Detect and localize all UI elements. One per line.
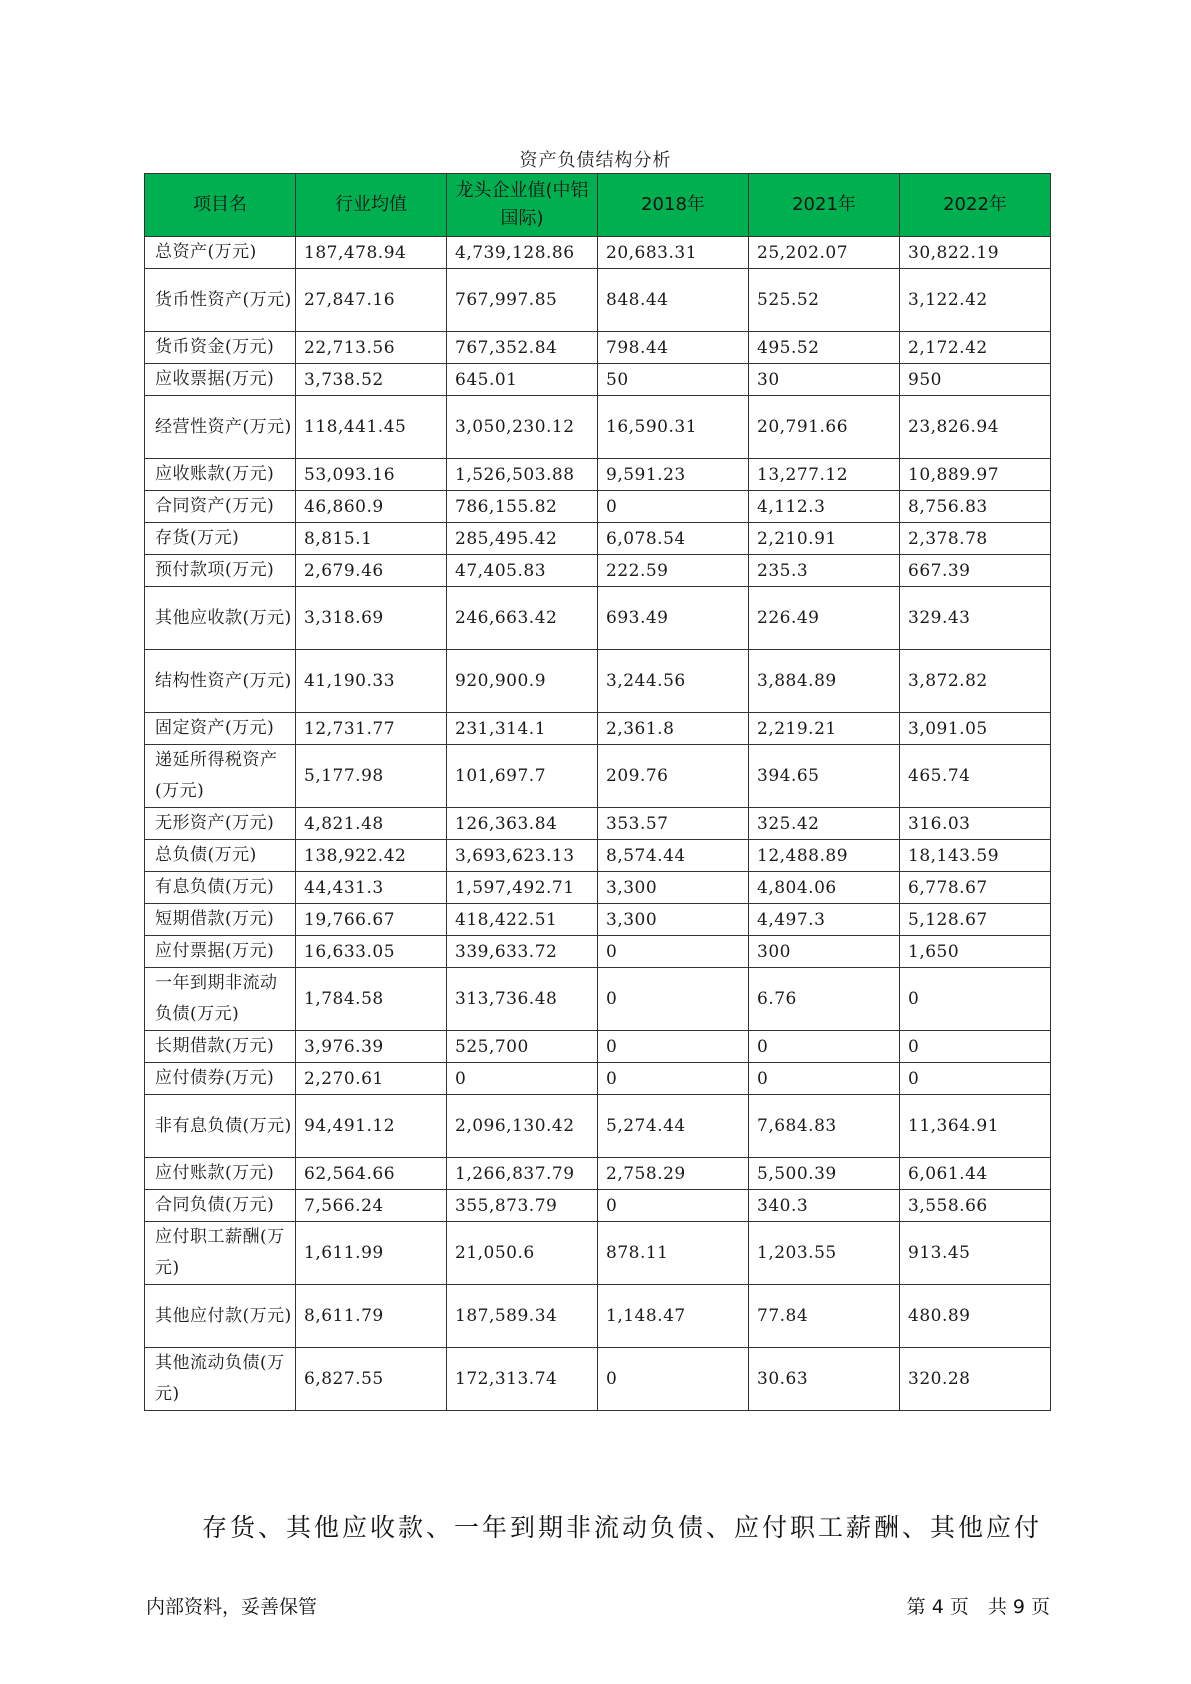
table-row: [145, 1158, 1051, 1190]
table-row: [145, 332, 1051, 364]
cell-2022: 0: [900, 968, 1051, 1031]
cell-2018: 1,148.47: [598, 1285, 749, 1348]
cell-industry-average: 3,318.69: [296, 587, 447, 650]
cell-industry-average: 138,922.42: [296, 840, 447, 872]
table-row: [145, 555, 1051, 587]
cell-2022: 316.03: [900, 808, 1051, 840]
cell-2018: 16,590.31: [598, 396, 749, 459]
cell-2021: 5,500.39: [749, 1158, 900, 1190]
cell-leader-value: 231,314.1: [447, 713, 598, 745]
cell-2021: 1,203.55: [749, 1222, 900, 1285]
cell-2018: 0: [598, 1190, 749, 1222]
cell-industry-average: 1,784.58: [296, 968, 447, 1031]
cell-2021: 0: [749, 1063, 900, 1095]
cell-industry-average: 118,441.45: [296, 396, 447, 459]
table-row: [145, 808, 1051, 840]
balance-sheet-table: [144, 173, 1051, 1411]
cell-2022: 23,826.94: [900, 396, 1051, 459]
cell-2018: 9,591.23: [598, 459, 749, 491]
cell-leader-value: 3,050,230.12: [447, 396, 598, 459]
cell-leader-value: 1,266,837.79: [447, 1158, 598, 1190]
cell-2022: 0: [900, 1031, 1051, 1063]
table-body: [145, 237, 1051, 1411]
column-header-2021: 2021年: [749, 174, 900, 237]
column-header-2018: 2018年: [598, 174, 749, 237]
row-label: 存货(万元): [145, 523, 296, 555]
cell-industry-average: 19,766.67: [296, 904, 447, 936]
cell-2018: 848.44: [598, 269, 749, 332]
row-label: 应收账款(万元): [145, 459, 296, 491]
cell-2021: 495.52: [749, 332, 900, 364]
cell-2022: 480.89: [900, 1285, 1051, 1348]
row-label: 非有息负债(万元): [145, 1095, 296, 1158]
row-label: 长期借款(万元): [145, 1031, 296, 1063]
cell-industry-average: 3,976.39: [296, 1031, 447, 1063]
cell-industry-average: 2,270.61: [296, 1063, 447, 1095]
cell-2018: 3,244.56: [598, 650, 749, 713]
cell-leader-value: 645.01: [447, 364, 598, 396]
cell-2021: 30.63: [749, 1348, 900, 1411]
cell-industry-average: 94,491.12: [296, 1095, 447, 1158]
cell-industry-average: 6,827.55: [296, 1348, 447, 1411]
table-row: [145, 1222, 1051, 1285]
row-label: 预付款项(万元): [145, 555, 296, 587]
cell-2021: 2,219.21: [749, 713, 900, 745]
table-row: [145, 713, 1051, 745]
column-header-leader-value: 龙头企业值(中铝国际): [447, 174, 598, 237]
cell-industry-average: 44,431.3: [296, 872, 447, 904]
cell-2021: 340.3: [749, 1190, 900, 1222]
cell-2018: 3,300: [598, 904, 749, 936]
cell-2022: 320.28: [900, 1348, 1051, 1411]
row-label: 合同负债(万元): [145, 1190, 296, 1222]
table-row: [145, 1348, 1051, 1411]
row-label: 其他流动负债(万元): [145, 1348, 296, 1411]
cell-2021: 300: [749, 936, 900, 968]
table-row: [145, 587, 1051, 650]
cell-industry-average: 22,713.56: [296, 332, 447, 364]
row-label: 货币性资产(万元): [145, 269, 296, 332]
cell-industry-average: 3,738.52: [296, 364, 447, 396]
row-label: 其他应付款(万元): [145, 1285, 296, 1348]
cell-industry-average: 46,860.9: [296, 491, 447, 523]
row-label: 一年到期非流动负债(万元): [145, 968, 296, 1031]
cell-leader-value: 418,422.51: [447, 904, 598, 936]
cell-leader-value: 786,155.82: [447, 491, 598, 523]
table-row: [145, 269, 1051, 332]
cell-2021: 12,488.89: [749, 840, 900, 872]
row-label: 应付职工薪酬(万元): [145, 1222, 296, 1285]
cell-2022: 667.39: [900, 555, 1051, 587]
cell-2022: 465.74: [900, 745, 1051, 808]
column-header-industry-average: 行业均值: [296, 174, 447, 237]
table-row: [145, 1285, 1051, 1348]
cell-2018: 0: [598, 1031, 749, 1063]
cell-leader-value: 3,693,623.13: [447, 840, 598, 872]
table-row: [145, 904, 1051, 936]
cell-industry-average: 16,633.05: [296, 936, 447, 968]
cell-2022: 5,128.67: [900, 904, 1051, 936]
row-label: 应收票据(万元): [145, 364, 296, 396]
cell-2022: 11,364.91: [900, 1095, 1051, 1158]
cell-industry-average: 1,611.99: [296, 1222, 447, 1285]
row-label: 货币资金(万元): [145, 332, 296, 364]
table-row: [145, 650, 1051, 713]
cell-2021: 2,210.91: [749, 523, 900, 555]
cell-2022: 18,143.59: [900, 840, 1051, 872]
row-label: 总资产(万元): [145, 237, 296, 269]
cell-2021: 25,202.07: [749, 237, 900, 269]
cell-2022: 6,061.44: [900, 1158, 1051, 1190]
cell-2021: 13,277.12: [749, 459, 900, 491]
cell-industry-average: 5,177.98: [296, 745, 447, 808]
cell-leader-value: 126,363.84: [447, 808, 598, 840]
footer-confidential-note: 内部资料，妥善保管: [146, 1596, 318, 1618]
cell-2021: 235.3: [749, 555, 900, 587]
cell-leader-value: 4,739,128.86: [447, 237, 598, 269]
table-row: [145, 936, 1051, 968]
cell-leader-value: 21,050.6: [447, 1222, 598, 1285]
cell-2022: 3,091.05: [900, 713, 1051, 745]
table-row: [145, 968, 1051, 1031]
table-row: [145, 491, 1051, 523]
cell-2021: 20,791.66: [749, 396, 900, 459]
cell-2021: 30: [749, 364, 900, 396]
table-title: 资产负债结构分析: [519, 150, 672, 171]
cell-2018: 0: [598, 1063, 749, 1095]
cell-2018: 222.59: [598, 555, 749, 587]
cell-industry-average: 27,847.16: [296, 269, 447, 332]
cell-2018: 0: [598, 968, 749, 1031]
cell-2022: 30,822.19: [900, 237, 1051, 269]
row-label: 短期借款(万元): [145, 904, 296, 936]
header-row: [145, 174, 1051, 237]
row-label: 总负债(万元): [145, 840, 296, 872]
cell-2018: 353.57: [598, 808, 749, 840]
cell-industry-average: 62,564.66: [296, 1158, 447, 1190]
cell-2022: 3,122.42: [900, 269, 1051, 332]
row-label: 递延所得税资产(万元): [145, 745, 296, 808]
cell-2021: 4,804.06: [749, 872, 900, 904]
cell-2021: 7,684.83: [749, 1095, 900, 1158]
footer-page-number: 第 4 页 共 9 页: [906, 1596, 1050, 1618]
cell-2021: 394.65: [749, 745, 900, 808]
column-header-item-name: 项目名: [145, 174, 296, 237]
table-row: [145, 840, 1051, 872]
cell-industry-average: 2,679.46: [296, 555, 447, 587]
cell-leader-value: 767,352.84: [447, 332, 598, 364]
cell-2021: 226.49: [749, 587, 900, 650]
cell-leader-value: 1,597,492.71: [447, 872, 598, 904]
cell-leader-value: 525,700: [447, 1031, 598, 1063]
table-row: [145, 1190, 1051, 1222]
row-label: 结构性资产(万元): [145, 650, 296, 713]
cell-leader-value: 187,589.34: [447, 1285, 598, 1348]
cell-2022: 2,378.78: [900, 523, 1051, 555]
table-row: [145, 745, 1051, 808]
cell-2018: 0: [598, 1348, 749, 1411]
cell-industry-average: 187,478.94: [296, 237, 447, 269]
cell-2022: 329.43: [900, 587, 1051, 650]
cell-2022: 2,172.42: [900, 332, 1051, 364]
table-header: [145, 174, 1051, 237]
cell-2018: 3,300: [598, 872, 749, 904]
column-header-2022: 2022年: [900, 174, 1051, 237]
table-row: [145, 237, 1051, 269]
cell-2022: 10,889.97: [900, 459, 1051, 491]
cell-leader-value: 172,313.74: [447, 1348, 598, 1411]
table-row: [145, 1063, 1051, 1095]
cell-2018: 693.49: [598, 587, 749, 650]
cell-industry-average: 4,821.48: [296, 808, 447, 840]
cell-2018: 20,683.31: [598, 237, 749, 269]
cell-leader-value: 285,495.42: [447, 523, 598, 555]
table-row: [145, 523, 1051, 555]
row-label: 应付账款(万元): [145, 1158, 296, 1190]
cell-2021: 4,112.3: [749, 491, 900, 523]
table-row: [145, 872, 1051, 904]
cell-leader-value: 2,096,130.42: [447, 1095, 598, 1158]
cell-2018: 2,361.8: [598, 713, 749, 745]
cell-leader-value: 47,405.83: [447, 555, 598, 587]
cell-industry-average: 8,611.79: [296, 1285, 447, 1348]
cell-industry-average: 53,093.16: [296, 459, 447, 491]
row-label: 其他应收款(万元): [145, 587, 296, 650]
row-label: 经营性资产(万元): [145, 396, 296, 459]
cell-2022: 0: [900, 1063, 1051, 1095]
table-row: [145, 1095, 1051, 1158]
cell-industry-average: 41,190.33: [296, 650, 447, 713]
table-row: [145, 1031, 1051, 1063]
cell-leader-value: 920,900.9: [447, 650, 598, 713]
cell-2021: 77.84: [749, 1285, 900, 1348]
row-label: 应付票据(万元): [145, 936, 296, 968]
cell-leader-value: 101,697.7: [447, 745, 598, 808]
cell-leader-value: 0: [447, 1063, 598, 1095]
table-row: [145, 364, 1051, 396]
cell-2018: 0: [598, 491, 749, 523]
cell-2022: 913.45: [900, 1222, 1051, 1285]
cell-industry-average: 8,815.1: [296, 523, 447, 555]
cell-2018: 50: [598, 364, 749, 396]
cell-industry-average: 7,566.24: [296, 1190, 447, 1222]
row-label: 无形资产(万元): [145, 808, 296, 840]
cell-2021: 0: [749, 1031, 900, 1063]
cell-leader-value: 246,663.42: [447, 587, 598, 650]
cell-2018: 6,078.54: [598, 523, 749, 555]
cell-leader-value: 355,873.79: [447, 1190, 598, 1222]
cell-2021: 3,884.89: [749, 650, 900, 713]
cell-leader-value: 313,736.48: [447, 968, 598, 1031]
cell-2018: 8,574.44: [598, 840, 749, 872]
cell-2022: 1,650: [900, 936, 1051, 968]
cell-leader-value: 339,633.72: [447, 936, 598, 968]
row-label: 有息负债(万元): [145, 872, 296, 904]
row-label: 应付债券(万元): [145, 1063, 296, 1095]
table-row: [145, 396, 1051, 459]
cell-2021: 4,497.3: [749, 904, 900, 936]
cell-2021: 325.42: [749, 808, 900, 840]
cell-2018: 798.44: [598, 332, 749, 364]
cell-2022: 3,872.82: [900, 650, 1051, 713]
cell-2018: 878.11: [598, 1222, 749, 1285]
cell-2021: 6.76: [749, 968, 900, 1031]
cell-2022: 6,778.67: [900, 872, 1051, 904]
cell-2018: 209.76: [598, 745, 749, 808]
cell-2022: 3,558.66: [900, 1190, 1051, 1222]
cell-leader-value: 1,526,503.88: [447, 459, 598, 491]
cell-2018: 5,274.44: [598, 1095, 749, 1158]
cell-2018: 2,758.29: [598, 1158, 749, 1190]
cell-2018: 0: [598, 936, 749, 968]
cell-2022: 950: [900, 364, 1051, 396]
cell-2021: 525.52: [749, 269, 900, 332]
row-label: 固定资产(万元): [145, 713, 296, 745]
row-label: 合同资产(万元): [145, 491, 296, 523]
cell-industry-average: 12,731.77: [296, 713, 447, 745]
body-paragraph: 存货、其他应收款、一年到期非流动负债、应付职工薪酬、其他应付: [202, 1513, 1043, 1542]
table-row: [145, 459, 1051, 491]
cell-2022: 8,756.83: [900, 491, 1051, 523]
cell-leader-value: 767,997.85: [447, 269, 598, 332]
